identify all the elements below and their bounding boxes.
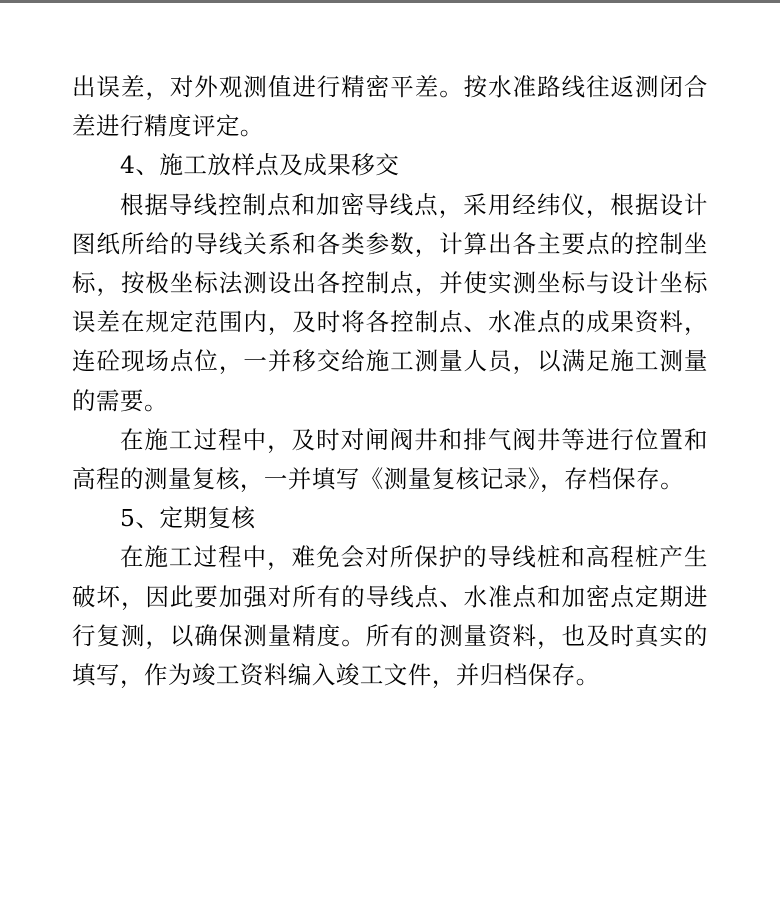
- paragraph-periodic-recheck: 在施工过程中，难免会对所保护的导线桩和高程桩产生破坏，因此要加强对所有的导线点、水准点和加密点定期进行复测，以确保测量精度。所有的测量资料，也及时真实的填写，作为竣工资料编入竣工文件，并归档保存。: [72, 543, 708, 690]
- section-heading-4: 4、施工放样点及成果移交: [120, 151, 400, 180]
- section-heading-5: 5、定期复核: [120, 504, 256, 533]
- paragraph-continuation: 出误差，对外观测值进行精密平差。按水准路线往返测闭合差进行精度评定。: [72, 73, 708, 141]
- page-top-border: [0, 0, 780, 3]
- paragraph-recheck-during-construction: 在施工过程中，及时对闸阀井和排气阀井等进行位置和高程的测量复核，一并填写《测量复核记录》，存档保存。: [72, 425, 708, 494]
- paragraph-stakeout: 根据导线控制点和加密导线点，采用经纬仪，根据设计图纸所给的导线关系和各类参数，计算出各主要点的控制坐标，按极坐标法测设出各控制点，并使实测坐标与设计坐标误差在规定范围内，及时将各控制点、水准点的成果资料，连砼现场点位，一并移交给施工测量人员，以满足施工测量的需要。: [72, 190, 708, 415]
- document-page: [72, 68, 708, 695]
